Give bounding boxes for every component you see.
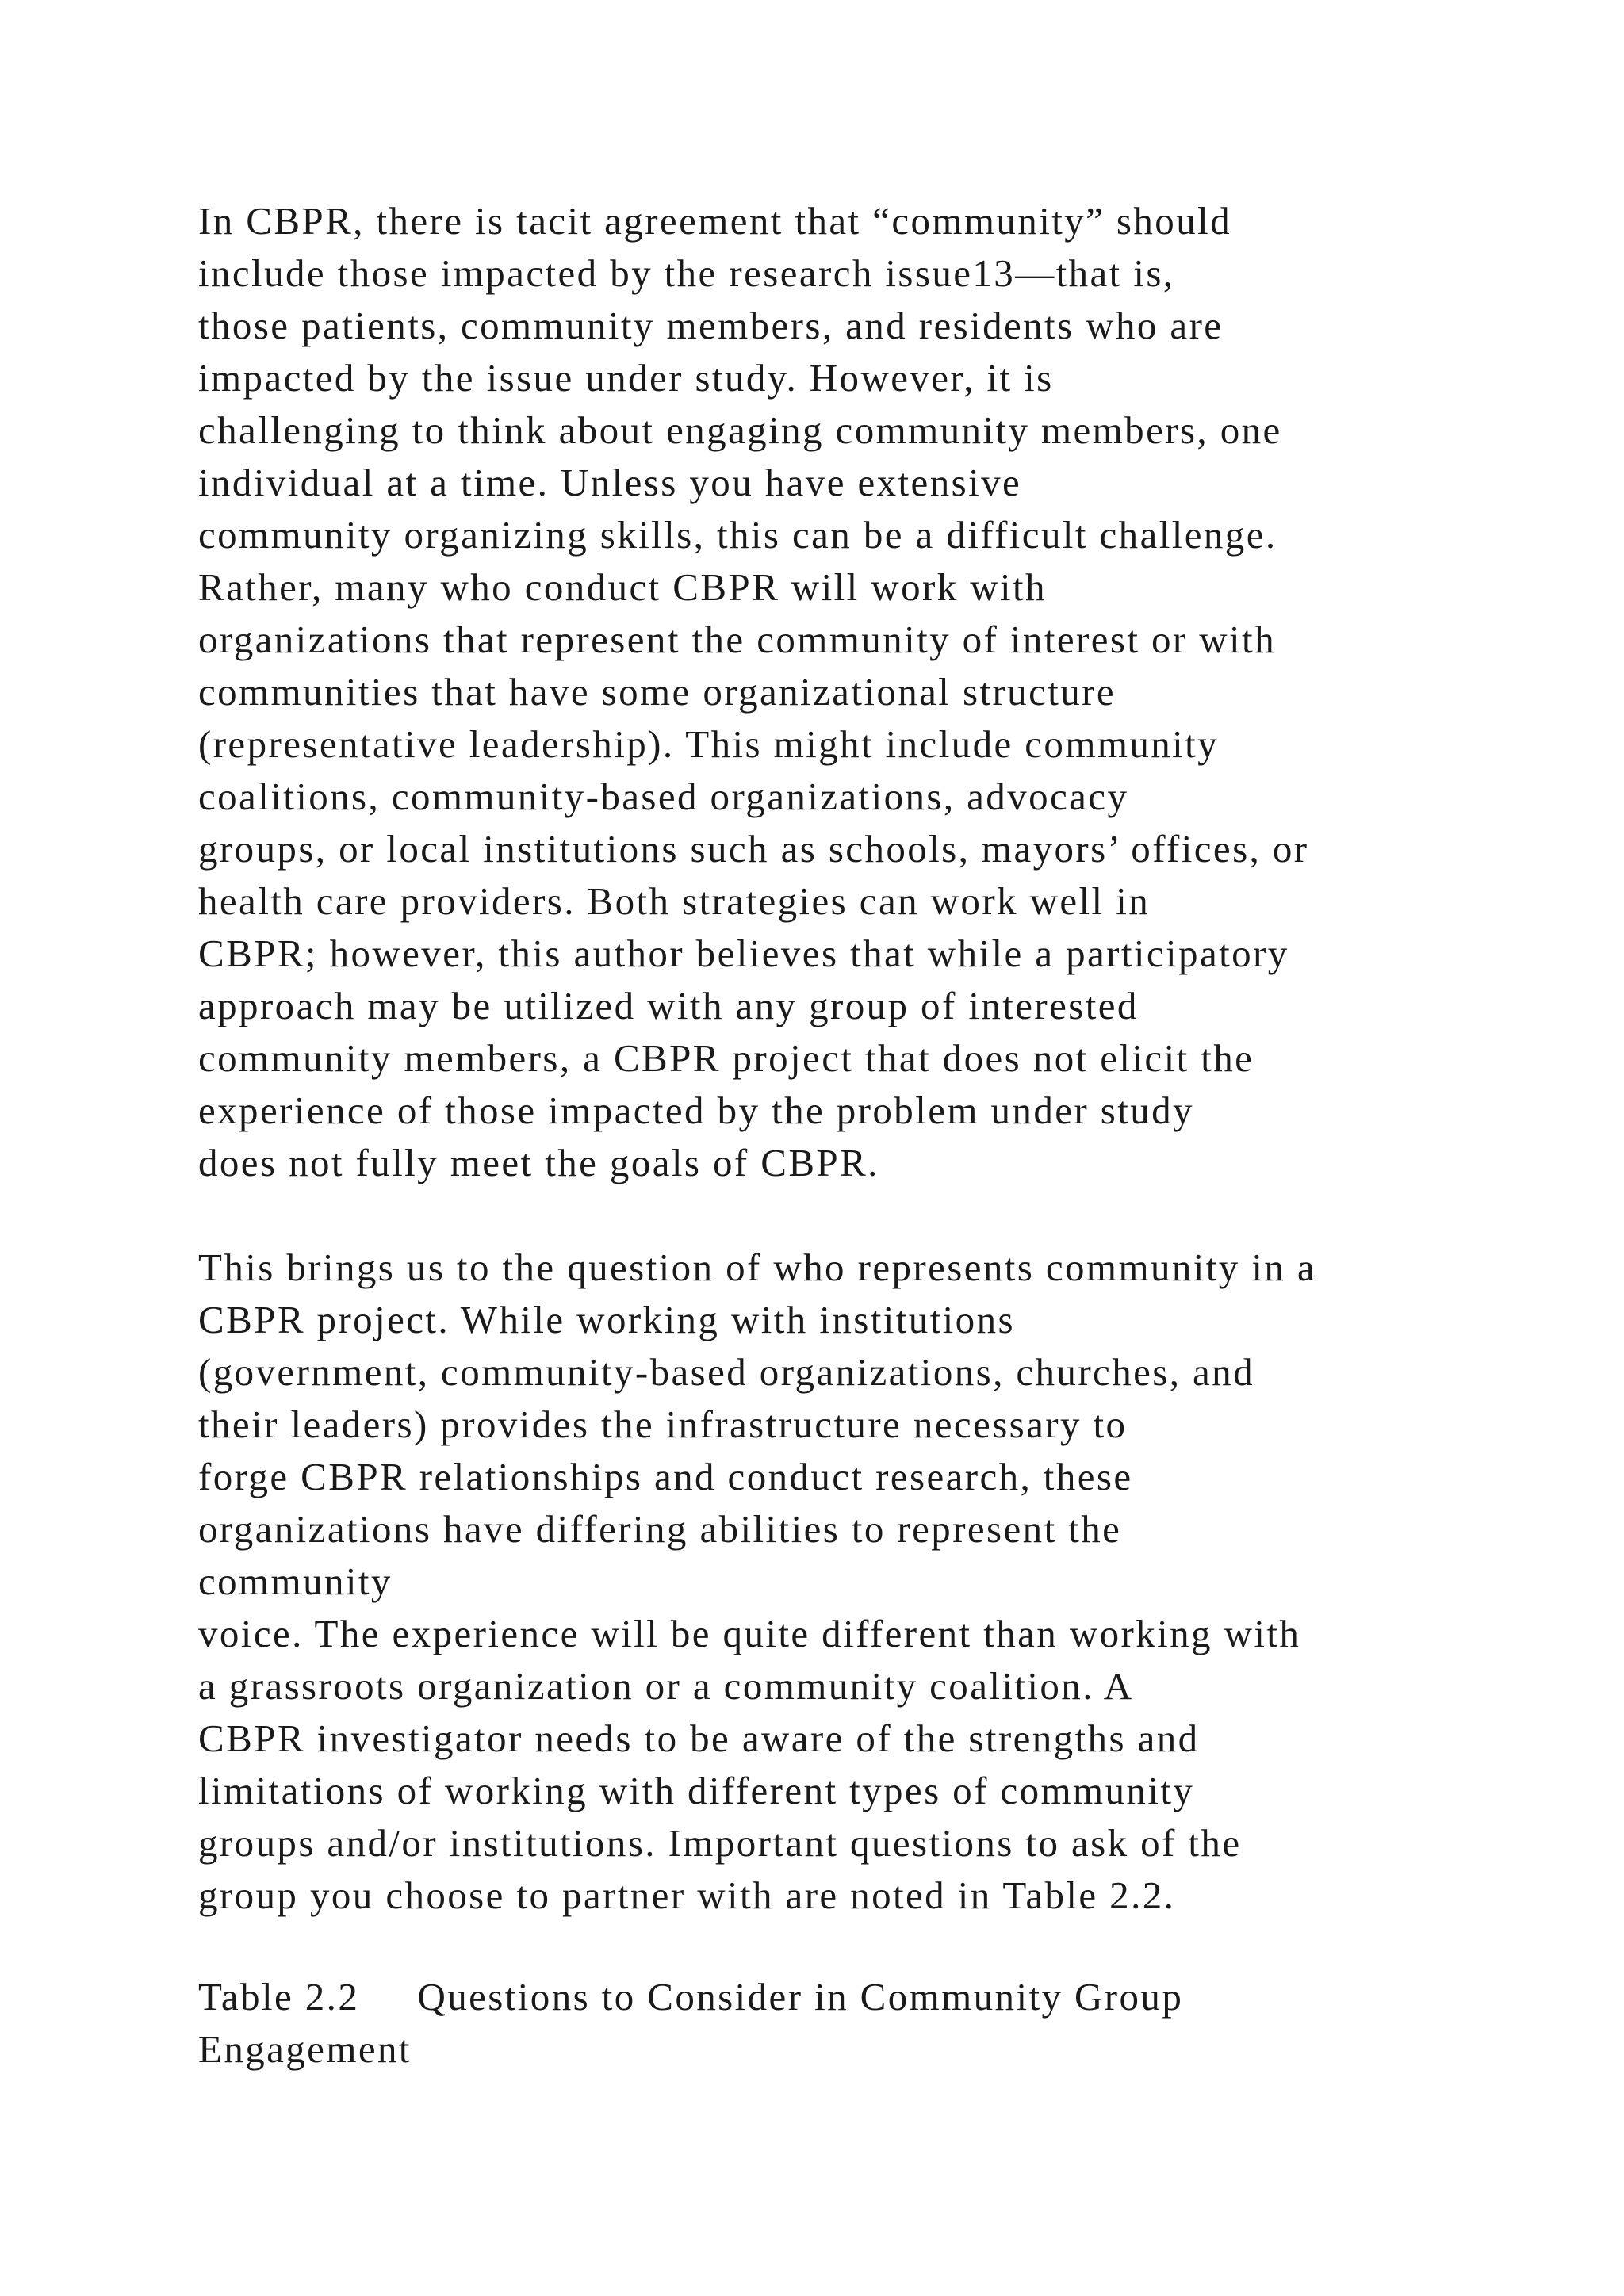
text-line: those patients, community members, and residents who are — [198, 304, 1224, 347]
text-line: approach may be utilized with any group of interested — [198, 984, 1139, 1027]
text-line: include those impacted by the research issue13—that is, — [198, 251, 1175, 295]
table-caption-line: Table 2.2 Questions to Consider in Community Group — [198, 1975, 1184, 2019]
text-line: groups and/or institutions. Important questions to ask of the — [198, 1821, 1242, 1865]
text-line: individual at a time. Unless you have extensive — [198, 461, 1022, 504]
text-line: health care providers. Both strategies can work well in — [198, 879, 1151, 923]
text-line: In CBPR, there is tacit agreement that “community” should — [198, 199, 1232, 243]
text-line: (government, community-based organizations, churches, and — [198, 1350, 1254, 1394]
text-line: (representative leadership). This might include community — [198, 722, 1220, 766]
text-line: community members, a CBPR project that does not elicit the — [198, 1036, 1254, 1080]
text-line: community — [198, 1559, 393, 1603]
text-line: groups, or local institutions such as schools, mayors’ offices, or — [198, 827, 1309, 871]
text-line: coalitions, community-based organizations, advocacy — [198, 775, 1129, 818]
table-caption-line: Engagement — [198, 2027, 412, 2071]
text-line: limitations of working with different types of community — [198, 1769, 1195, 1812]
text-line: community organizing skills, this can be a difficult challenge. — [198, 513, 1277, 557]
text-line: organizations have differing abilities to represent the — [198, 1507, 1122, 1551]
text-line: their leaders) provides the infrastructure necessary to — [198, 1402, 1128, 1446]
text-line: communities that have some organizational structure — [198, 670, 1116, 714]
text-line: forge CBPR relationships and conduct research, these — [198, 1455, 1133, 1498]
text-line: CBPR; however, this author believes that while a participatory — [198, 932, 1289, 975]
text-line: voice. The experience will be quite different than working with — [198, 1612, 1301, 1655]
paragraph-who-represents-community — [198, 1242, 1610, 1922]
text-line: impacted by the issue under study. However, it is — [198, 356, 1054, 400]
table-caption — [198, 1971, 1610, 2076]
text-line: challenging to think about engaging community members, one — [198, 408, 1282, 452]
text-line: experience of those impacted by the problem under study — [198, 1089, 1194, 1132]
text-line: This brings us to the question of who represents community in a — [198, 1246, 1317, 1289]
text-line: CBPR investigator needs to be aware of the strengths and — [198, 1716, 1200, 1760]
text-line: organizations that represent the community of interest or with — [198, 618, 1276, 661]
text-line: does not fully meet the goals of CBPR. — [198, 1141, 879, 1184]
text-line: Rather, many who conduct CBPR will work with — [198, 565, 1047, 609]
paragraph-community-definition — [198, 195, 1610, 1189]
text-line: group you choose to partner with are noted in Table 2.2. — [198, 1873, 1176, 1917]
text-line: CBPR project. While working with institutions — [198, 1298, 1015, 1341]
text-line: a grassroots organization or a community coalition. A — [198, 1664, 1134, 1708]
